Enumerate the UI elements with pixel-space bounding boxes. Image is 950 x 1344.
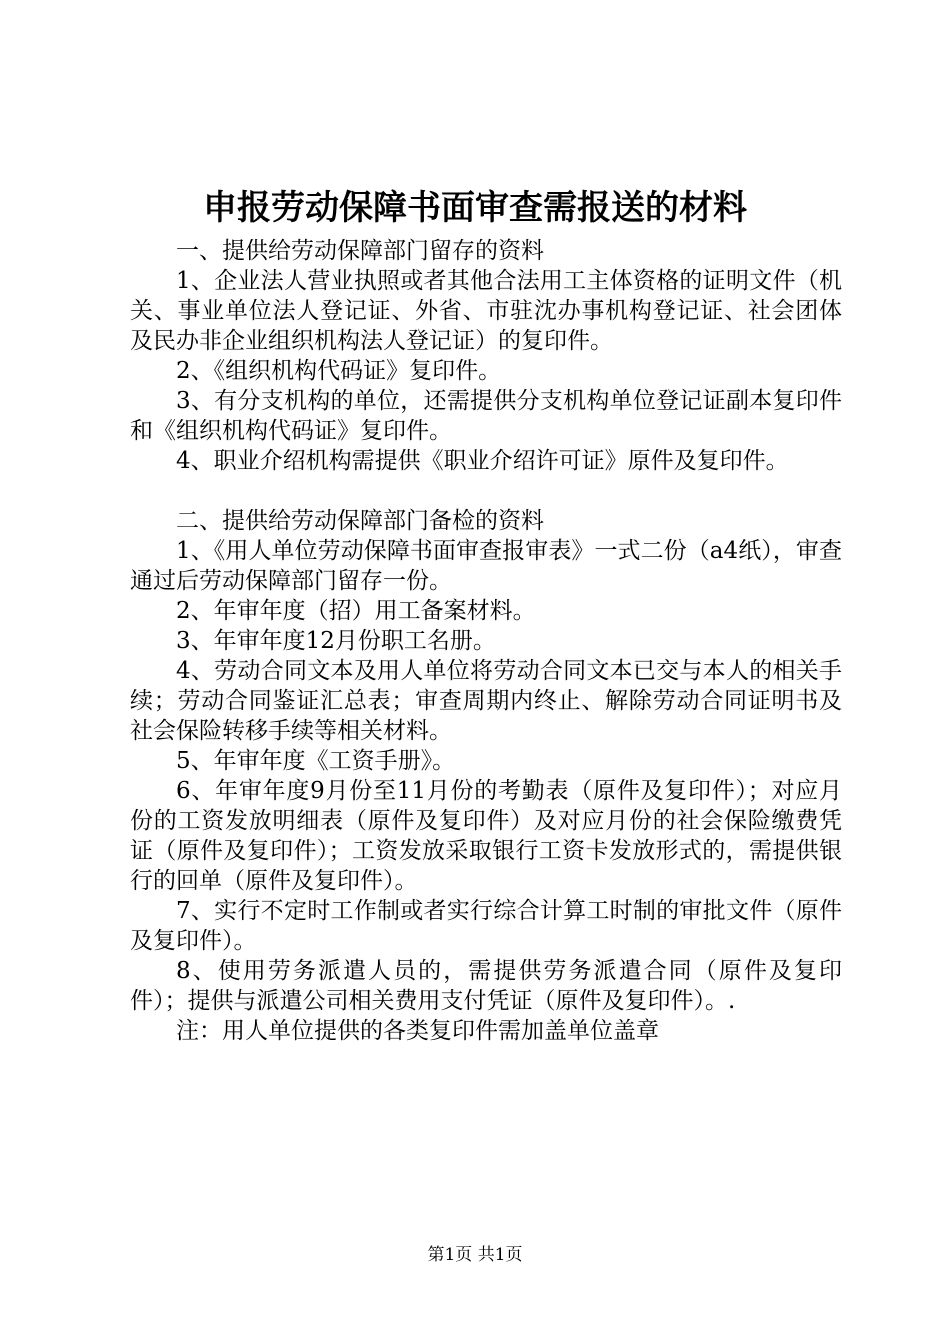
section-2-heading: 二、提供给劳动保障部门备检的资料 xyxy=(176,508,544,534)
document-title: 申报劳动保障书面审查需报送的材料 xyxy=(203,188,747,228)
section-2-item-1: 1、《用人单位劳动保障书面审查报审表》一式二份（a4纸），审查通过后劳动保障部门留存一份。 xyxy=(130,538,842,594)
section-spacer xyxy=(130,476,842,506)
section-2-item-6: 6、年审年度9月份至11月份的考勤表（原件及复印件）；对应月份的工资发放明细表（原件及复印件）及对应月份的社会保险缴费凭证（原件及复印件）；工资发放采取银行工资卡发放形式的，需提供银行的回单（原件及复印件）。 xyxy=(130,778,842,894)
section-1-item-3: 3、有分支机构的单位，还需提供分支机构单位登记证副本复印件和《组织机构代码证》复印件。 xyxy=(130,388,842,444)
section-1-item-1: 1、企业法人营业执照或者其他合法用工主体资格的证明文件（机关、事业单位法人登记证、外省、市驻沈办事机构登记证、社会团体及民办非企业组织机构法人登记证）的复印件。 xyxy=(130,268,842,354)
section-1-item-4: 4、职业介绍机构需提供《职业介绍许可证》原件及复印件。 xyxy=(176,448,789,474)
section-1-heading: 一、提供给劳动保障部门留存的资料 xyxy=(176,238,544,264)
section-1-item-2: 2、《组织机构代码证》复印件。 xyxy=(176,358,502,384)
section-2-item-3: 3、年审年度12月份职工名册。 xyxy=(176,628,496,654)
section-2-item-8: 8、使用劳务派遣人员的，需提供劳务派遣合同（原件及复印件）；提供与派遣公司相关费用支付凭证（原件及复印件）。. xyxy=(130,958,842,1014)
section-2-item-4: 4、劳动合同文本及用人单位将劳动合同文本已交与本人的相关手续；劳动合同鉴证汇总表；审查周期内终止、解除劳动合同证明书及社会保险转移手续等相关材料。 xyxy=(130,658,842,744)
page-footer: 第1页 共1页 xyxy=(427,1245,523,1265)
section-2-item-2: 2、年审年度（招）用工备案材料。 xyxy=(176,598,536,624)
section-2-item-7: 7、实行不定时工作制或者实行综合计算工时制的审批文件（原件及复印件）。 xyxy=(130,898,842,954)
section-2-item-5: 5、年审年度《工资手册》。 xyxy=(176,748,456,774)
document-body xyxy=(130,236,842,1046)
document-note: 注：用人单位提供的各类复印件需加盖单位盖章 xyxy=(176,1018,659,1044)
